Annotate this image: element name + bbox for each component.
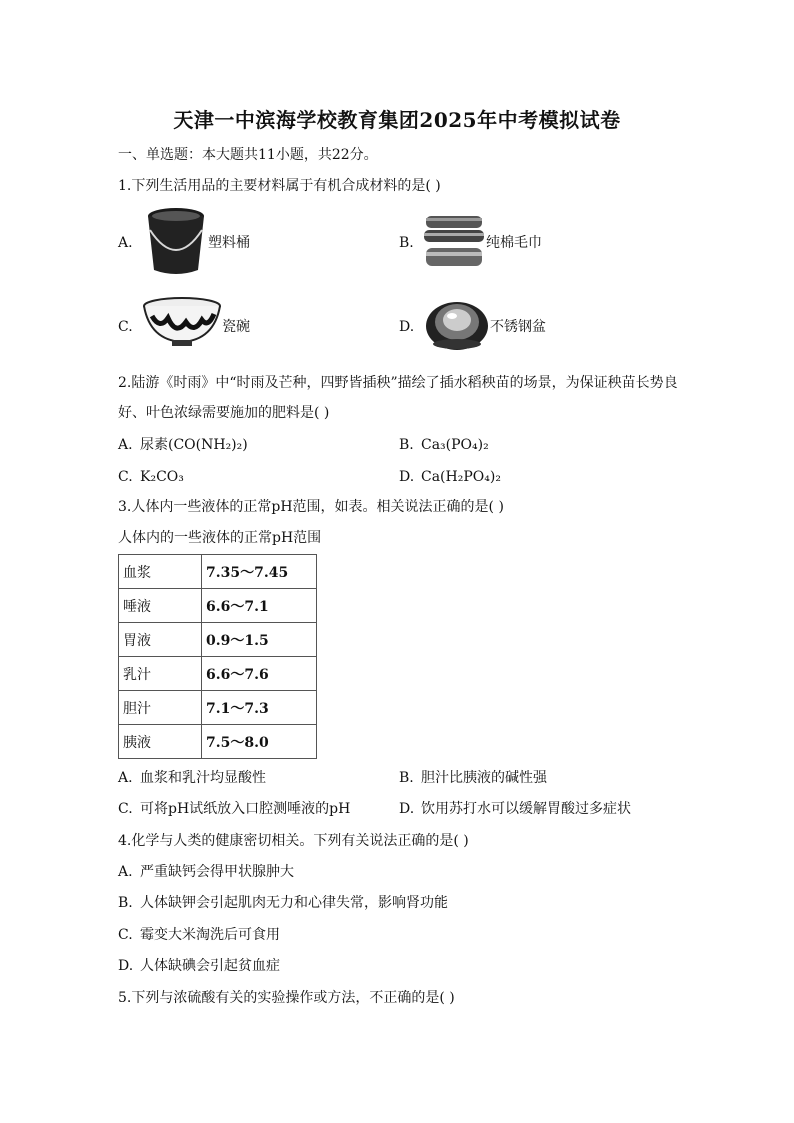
option-letter: D. (399, 469, 415, 485)
ph-table (118, 554, 317, 759)
option-letter: A. (118, 437, 133, 453)
question-1-stem: 1.下列生活用品的主要材料属于有机合成材料的是( ) (118, 178, 441, 194)
option-letter: D. (118, 958, 134, 974)
option-letter: B. (399, 437, 414, 453)
q3-option-b[interactable] (399, 769, 547, 787)
q2-option-c[interactable] (118, 468, 184, 486)
option-text: 血浆和乳汁均显酸性 (140, 770, 266, 786)
q1-option-d[interactable] (399, 318, 421, 336)
ph-range: 7.5～8.0 (202, 725, 317, 759)
option-text: 胆汁比胰液的碱性强 (421, 770, 547, 786)
question-2-stem-line2: 好、叶色浓绿需要施加的肥料是( ) (118, 405, 330, 421)
option-letter: C. (118, 927, 133, 943)
option-letter: D. (399, 319, 415, 335)
cotton-towel-icon (422, 212, 486, 270)
table-row (119, 657, 317, 691)
option-letter: C. (118, 319, 133, 335)
option-letter: C. (118, 469, 133, 485)
q1-option-c-text: 瓷碗 (222, 319, 250, 335)
option-text: 饮用苏打水可以缓解胃酸过多症状 (421, 801, 631, 817)
q2-option-a[interactable] (118, 436, 248, 454)
option-letter: A. (118, 864, 133, 880)
option-text: 人体缺碘会引起贫血症 (140, 958, 280, 974)
ph-range: 7.1～7.3 (202, 691, 317, 725)
fluid-name: 唾液 (119, 589, 202, 623)
option-text: 尿素(CO(NH₂)₂) (140, 437, 248, 453)
q1-option-b[interactable] (399, 234, 421, 252)
q4-option-c[interactable] (118, 926, 280, 944)
option-letter: C. (118, 801, 133, 817)
steel-basin-icon (424, 294, 490, 354)
question-3-stem: 3.人体内一些液体的正常pH范围，如表。相关说法正确的是( ) (118, 499, 504, 515)
option-letter: A. (118, 770, 133, 786)
option-letter: A. (118, 235, 133, 251)
q4-option-d[interactable] (118, 957, 280, 975)
q4-option-b[interactable] (118, 894, 448, 912)
table-row (119, 725, 317, 759)
q1-option-b-text: 纯棉毛巾 (486, 235, 542, 251)
ph-range: 7.35～7.45 (202, 555, 317, 589)
q3-option-a[interactable] (118, 769, 266, 787)
option-text: Ca₃(PO₄)₂ (421, 437, 489, 453)
question-5-stem: 5.下列与浓硫酸有关的实验操作或方法，不正确的是( ) (118, 990, 455, 1006)
q1-option-a-text: 塑料桶 (208, 235, 250, 251)
q1-option-d-text: 不锈钢盆 (490, 319, 546, 335)
fluid-name: 胰液 (119, 725, 202, 759)
option-text: Ca(H₂PO₄)₂ (421, 469, 501, 485)
q1-option-c[interactable] (118, 318, 140, 336)
fluid-name: 胃液 (119, 623, 202, 657)
ph-range: 0.9～1.5 (202, 623, 317, 657)
option-letter: B. (399, 235, 414, 251)
porcelain-bowl-icon (142, 296, 222, 348)
q3-option-d[interactable] (399, 800, 631, 818)
table-row (119, 589, 317, 623)
question-2-stem-line1: 2.陆游《时雨》中“时雨及芒种，四野皆插秧”描绘了插水稻秧苗的场景，为保证秧苗长势良 (118, 375, 678, 391)
section-heading: 一、单选题：本大题共11小题，共22分。 (118, 147, 378, 163)
option-text: 霉变大米淘洗后可食用 (140, 927, 280, 943)
option-text: 可将pH试纸放入口腔测唾液的pH (140, 801, 351, 817)
q2-option-b[interactable] (399, 436, 489, 454)
ph-range: 6.6～7.6 (202, 657, 317, 691)
q1-option-a[interactable] (118, 234, 140, 252)
fluid-name: 乳汁 (119, 657, 202, 691)
table-row (119, 691, 317, 725)
ph-range: 6.6～7.1 (202, 589, 317, 623)
option-letter: B. (118, 895, 133, 911)
option-text: K₂CO₃ (140, 469, 184, 485)
option-letter: D. (399, 801, 415, 817)
q3-option-c[interactable] (118, 800, 350, 818)
table-caption: 人体内的一些液体的正常pH范围 (118, 530, 322, 546)
table-row (119, 555, 317, 589)
q2-option-d[interactable] (399, 468, 501, 486)
option-letter: B. (399, 770, 414, 786)
fluid-name: 胆汁 (119, 691, 202, 725)
option-text: 严重缺钙会得甲状腺肿大 (140, 864, 294, 880)
page-title: 天津一中滨海学校教育集团2025年中考模拟试卷 (173, 108, 621, 132)
fluid-name: 血浆 (119, 555, 202, 589)
table-row (119, 623, 317, 657)
q4-option-a[interactable] (118, 863, 294, 881)
question-4-stem: 4.化学与人类的健康密切相关。下列有关说法正确的是( ) (118, 833, 469, 849)
option-text: 人体缺钾会引起肌肉无力和心律失常，影响肾功能 (140, 895, 448, 911)
plastic-bucket-icon (142, 204, 210, 276)
